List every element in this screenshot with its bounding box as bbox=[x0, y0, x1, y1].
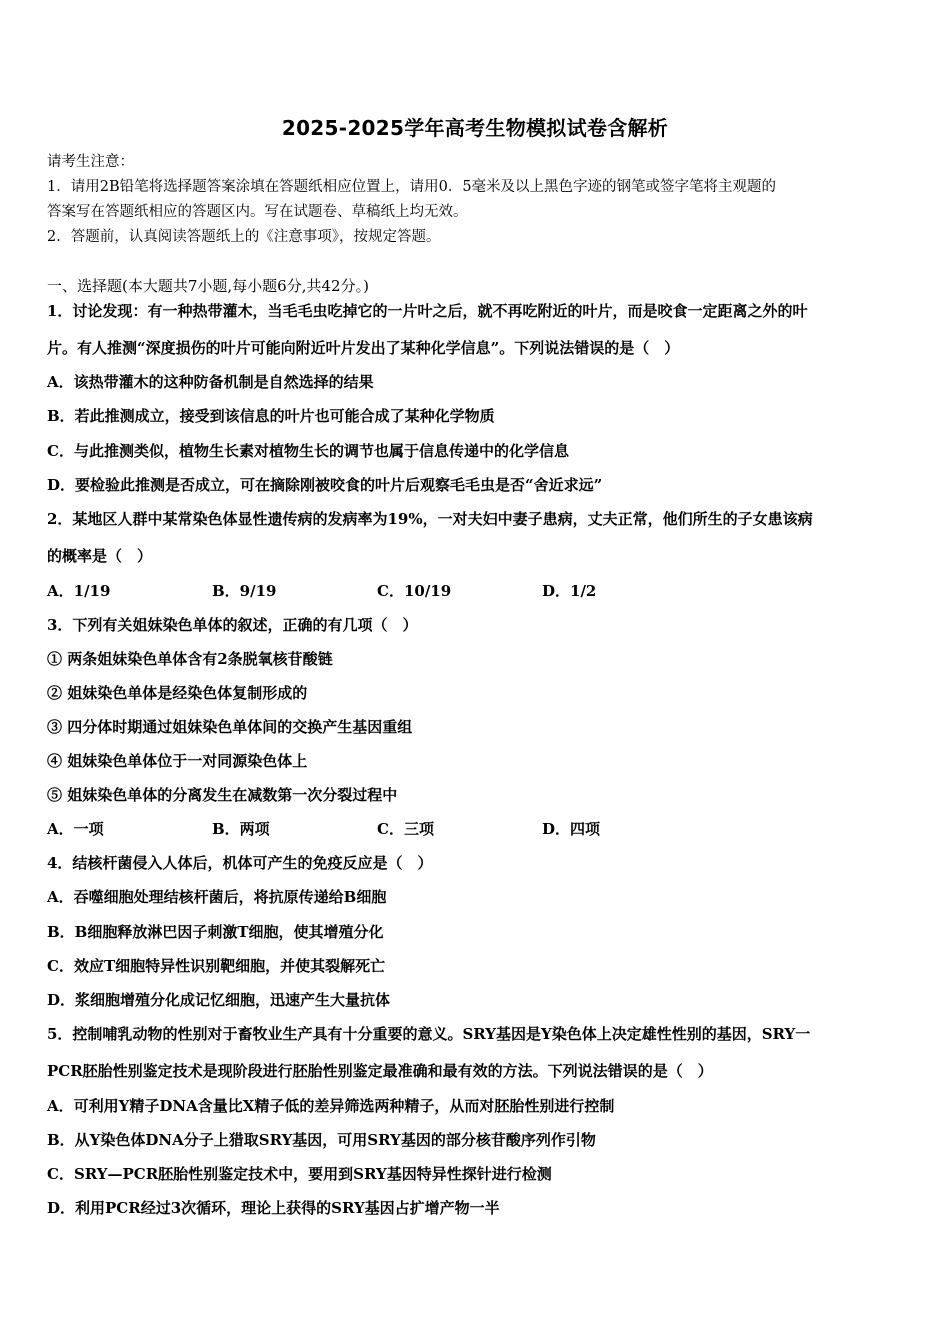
q1-option-c: C．与此推测类似，植物生长素对植物生长的调节也属于信息传递中的化学信息 bbox=[47, 442, 569, 460]
q3-option-a: A．一项 bbox=[47, 820, 104, 838]
q2-option-c: C．10/19 bbox=[377, 582, 452, 600]
q2-option-d: D．1/2 bbox=[542, 582, 597, 600]
q1-option-a: A．该热带灌木的这种防备机制是自然选择的结果 bbox=[47, 373, 374, 391]
q3-option-d: D．四项 bbox=[542, 820, 601, 838]
q1-option-d: D．要检验此推测是否成立，可在摘除刚被咬食的叶片后观察毛毛虫是否“舍近求远” bbox=[47, 476, 603, 494]
q1-option-b: B．若此推测成立，接受到该信息的叶片也可能合成了某种化学物质 bbox=[47, 407, 495, 425]
q3-option-b: B．两项 bbox=[212, 820, 270, 838]
q4-option-d: D．浆细胞增殖分化成记忆细胞，迅速产生大量抗体 bbox=[47, 991, 391, 1009]
q5-option-d: D．利用PCR经过3次循环，理论上获得的SRY基因占扩增产物一半 bbox=[47, 1199, 500, 1217]
q2-stem-line-2: 的概率是（ ） bbox=[47, 547, 153, 565]
notice-heading: 请考生注意： bbox=[47, 154, 134, 170]
q4-stem: 4．结核杆菌侵入人体后，机体可产生的免疫反应是（ ） bbox=[47, 854, 433, 872]
q5-option-c: C．SRY—PCR胚胎性别鉴定技术中，要用到SRY基因特异性探针进行检测 bbox=[47, 1165, 552, 1183]
q3-option-c: C．三项 bbox=[377, 820, 434, 838]
q1-stem-line-2: 片。有人推测“深度损伤的叶片可能向附近叶片发出了某种化学信息”。下列说法错误的是（ ） bbox=[47, 339, 680, 357]
q5-option-b: B．从Y染色体DNA分子上猎取SRY基因，可用SRY基因的部分核苷酸序列作引物 bbox=[47, 1131, 596, 1149]
q1-stem-line-1: 1．讨论发现：有一种热带灌木，当毛毛虫吃掉它的一片叶之后，就不再吃附近的叶片，而是咬食一定距离之外的叶 bbox=[47, 302, 808, 320]
q3-statement-5: ⑤ 姐妹染色单体的分离发生在减数第一次分裂过程中 bbox=[47, 786, 398, 804]
q3-statement-1: ① 两条姐妹染色单体含有2条脱氧核苷酸链 bbox=[47, 650, 333, 668]
q4-option-c: C．效应T细胞特异性识别靶细胞，并使其裂解死亡 bbox=[47, 957, 386, 975]
q5-stem-line-2: PCR胚胎性别鉴定技术是现阶段进行胚胎性别鉴定最准确和最有效的方法。下列说法错误的是（ ） bbox=[47, 1062, 713, 1080]
q2-option-b: B．9/19 bbox=[212, 582, 277, 600]
page-title: 2025-2025学年高考生物模拟试卷含解析 bbox=[281, 116, 669, 140]
q4-option-b: B．B细胞释放淋巴因子刺激T细胞，使其增殖分化 bbox=[47, 923, 384, 941]
q2-option-a: A．1/19 bbox=[47, 582, 111, 600]
q3-statement-3: ③ 四分体时期通过姐妹染色单体间的交换产生基因重组 bbox=[47, 718, 413, 736]
q3-statement-2: ② 姐妹染色单体是经染色体复制形成的 bbox=[47, 684, 308, 702]
q3-statement-4: ④ 姐妹染色单体位于一对同源染色体上 bbox=[47, 752, 308, 770]
q3-stem: 3．下列有关姐妹染色单体的叙述，正确的有几项（ ） bbox=[47, 616, 418, 634]
notice-line-1a: 1．请用2B铅笔将选择题答案涂填在答题纸相应位置上，请用0．5毫米及以上黑色字迹的钢笔或签字笔将主观题的 bbox=[47, 179, 777, 195]
q4-option-a: A．吞噬细胞处理结核杆菌后，将抗原传递给B细胞 bbox=[47, 888, 387, 906]
notice-line-2: 2．答题前，认真阅读答题纸上的《注意事项》，按规定答题。 bbox=[47, 229, 441, 245]
section-heading: 一、选择题(本大题共7小题,每小题6分,共42分。) bbox=[47, 277, 369, 295]
q5-option-a: A．可利用Y精子DNA含量比X精子低的差异筛选两种精子，从而对胚胎性别进行控制 bbox=[47, 1097, 615, 1115]
q5-stem-line-1: 5．控制哺乳动物的性别对于畜牧业生产具有十分重要的意义。SRY基因是Y染色体上决定雄性性别的基因，SRY一 bbox=[47, 1025, 811, 1043]
q2-stem-line-1: 2．某地区人群中某常染色体显性遗传病的发病率为19%，一对夫妇中妻子患病，丈夫正常，他们所生的子女患该病 bbox=[47, 510, 813, 528]
notice-line-1b: 答案写在答题纸相应的答题区内。写在试题卷、草稿纸上均无效。 bbox=[47, 204, 468, 220]
